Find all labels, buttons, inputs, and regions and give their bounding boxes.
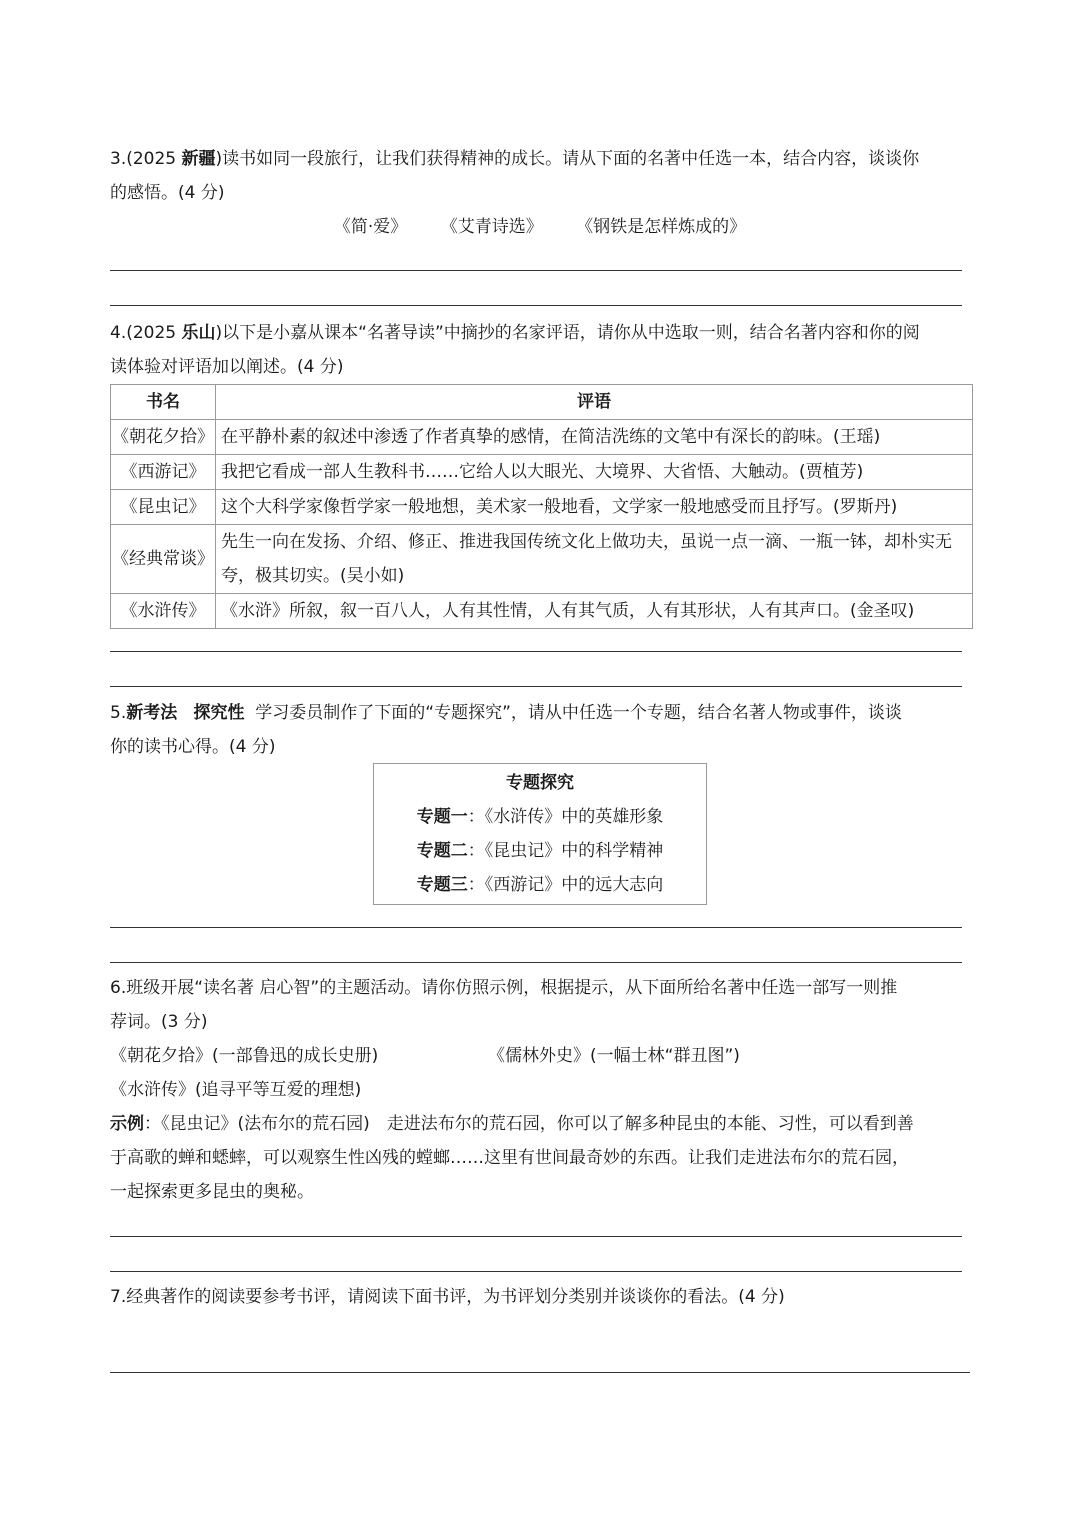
header-comment: 评语 [216, 385, 973, 420]
topic-item [374, 868, 706, 902]
example-line3: 一起探索更多昆虫的奥秘。 [110, 1182, 314, 1202]
answer-line[interactable] [110, 686, 962, 687]
table-cell-comment: 《水浒》所叙，叙一百八人，人有其性情，人有其气质，人有其形状，人有其声口。(金圣叹) [216, 594, 973, 629]
question-3-number: 3.(2025 [110, 149, 182, 169]
book-options [110, 210, 970, 244]
question-7-text: 7.经典著作的阅读要参考书评，请阅读下面书评，为书评划分类别并谈谈你的看法。(4 分) [110, 1287, 785, 1307]
topic-item [374, 834, 706, 868]
book-option: 《钢铁是怎样炼成的》 [576, 217, 747, 237]
table-cell-comment: 在平静朴素的叙述中渗透了作者真挚的感情，在简洁洗练的文笔中有深长的韵味。(王瑶) [216, 420, 973, 455]
question-3-text-line1: )读书如同一段旅行，让我们获得精神的成长。请从下面的名著中任选一本，结合内容，谈谈你 [215, 149, 920, 169]
topic-label: 专题三 [416, 875, 468, 895]
topic-box-title: 专题探究 [506, 773, 574, 793]
book-option: 《简·爱》 [333, 217, 408, 237]
question-3-text-line2: 的感悟。(4 分) [110, 183, 225, 203]
table-row [111, 525, 973, 594]
question-4-text-line1: )以下是小嘉从课本“名著导读”中摘抄的名家评语，请你从中选取一则，结合名著内容和你的阅 [215, 323, 920, 343]
question-4 [110, 316, 970, 384]
table-cell-comment: 这个大科学家像哲学家一般地想，美术家一般地看，文学家一般地感受而且抒写。(罗斯丹) [216, 490, 973, 525]
question-5-text-line2: 你的读书心得。(4 分) [110, 737, 276, 757]
table-row [111, 594, 973, 629]
table-row [111, 490, 973, 525]
topic-text: ：《水浒传》中的英雄形象 [467, 807, 664, 827]
table-cell-comment: 我把它看成一部人生教科书……它给人以大眼光、大境界、大省悟、大触动。(贾植芳) [216, 455, 973, 490]
example-line2: 于高歌的蝉和蟋蟀，可以观察生性凶残的螳螂……这里有世间最奇妙的东西。让我们走进法布尔的荒石园， [110, 1148, 909, 1168]
answer-line[interactable] [110, 651, 962, 652]
question-5-number: 5. [110, 703, 127, 723]
question-3 [110, 142, 970, 244]
topic-item [374, 800, 706, 834]
question-5 [110, 696, 970, 764]
book-option: 《儒林外史》(一幅士林“群丑图”) [488, 1046, 740, 1066]
question-3-region: 新疆 [181, 149, 216, 169]
topic-text: ：《西游记》中的远大志向 [467, 875, 664, 895]
topic-label: 专题二 [416, 841, 468, 861]
table-cell-book: 《水浒传》 [111, 594, 216, 629]
question-5-tag-new-method: 新考法 [126, 703, 178, 723]
table-cell-book: 《朝花夕拾》 [111, 420, 216, 455]
question-5-tag-inquiry: 探究性 [193, 703, 245, 723]
question-6 [110, 971, 970, 1209]
topic-text: ：《昆虫记》中的科学精神 [467, 841, 664, 861]
answer-line[interactable] [110, 305, 962, 306]
book-option: 《朝花夕拾》(一部鲁迅的成长史册) [110, 1046, 379, 1066]
example-label: 示例 [110, 1114, 144, 1134]
question-5-text-line1: 学习委员制作了下面的“专题探究”，请从中任选一个专题，结合名著人物或事件，谈谈 [255, 703, 902, 723]
answer-line[interactable] [110, 1372, 970, 1373]
example-text: ：《昆虫记》(法布尔的荒石园) 走进法布尔的荒石园，你可以了解多种昆虫的本能、习性，可以看到善 [144, 1114, 914, 1134]
question-3-prompt [110, 142, 970, 176]
review-table [110, 384, 973, 629]
table-cell-comment: 先生一向在发扬、介绍、修正、推进我国传统文化上做功夫，虽说一点一滴、一瓶一钵，却朴实无夸，极其切实。(吴小如) [216, 525, 973, 594]
question-4-text-line2: 读体验对评语加以阐述。(4 分) [110, 357, 344, 377]
question-4-number: 4.(2025 [110, 323, 182, 343]
answer-line[interactable] [110, 962, 962, 963]
table-row [111, 420, 973, 455]
table-cell-book: 《西游记》 [111, 455, 216, 490]
answer-line[interactable] [110, 1236, 962, 1237]
question-5-prompt [110, 696, 970, 730]
review-table-wrap [110, 384, 973, 629]
answer-line[interactable] [110, 927, 962, 928]
table-header-row [111, 385, 973, 420]
question-6-text-line1: 6.班级开展“读名著 启心智”的主题活动。请你仿照示例，根据提示，从下面所给名著中任选一部写一则推 [110, 978, 898, 998]
header-book: 书名 [111, 385, 216, 420]
example-line1 [110, 1107, 970, 1141]
book-option: 《水浒传》(追寻平等互爱的理想) [110, 1080, 362, 1100]
answer-line[interactable] [110, 1271, 962, 1272]
topic-label: 专题一 [416, 807, 468, 827]
question-6-options-row [110, 1039, 970, 1073]
question-6-text-line2: 荐词。(3 分) [110, 1012, 208, 1032]
question-4-prompt [110, 316, 970, 350]
answer-line[interactable] [110, 270, 962, 271]
topic-box [373, 763, 707, 905]
table-cell-book: 《昆虫记》 [111, 490, 216, 525]
question-4-region: 乐山 [181, 323, 216, 343]
book-option: 《艾青诗选》 [440, 217, 543, 237]
question-7 [110, 1280, 970, 1314]
table-cell-book: 《经典常谈》 [111, 525, 216, 594]
table-row [111, 455, 973, 490]
